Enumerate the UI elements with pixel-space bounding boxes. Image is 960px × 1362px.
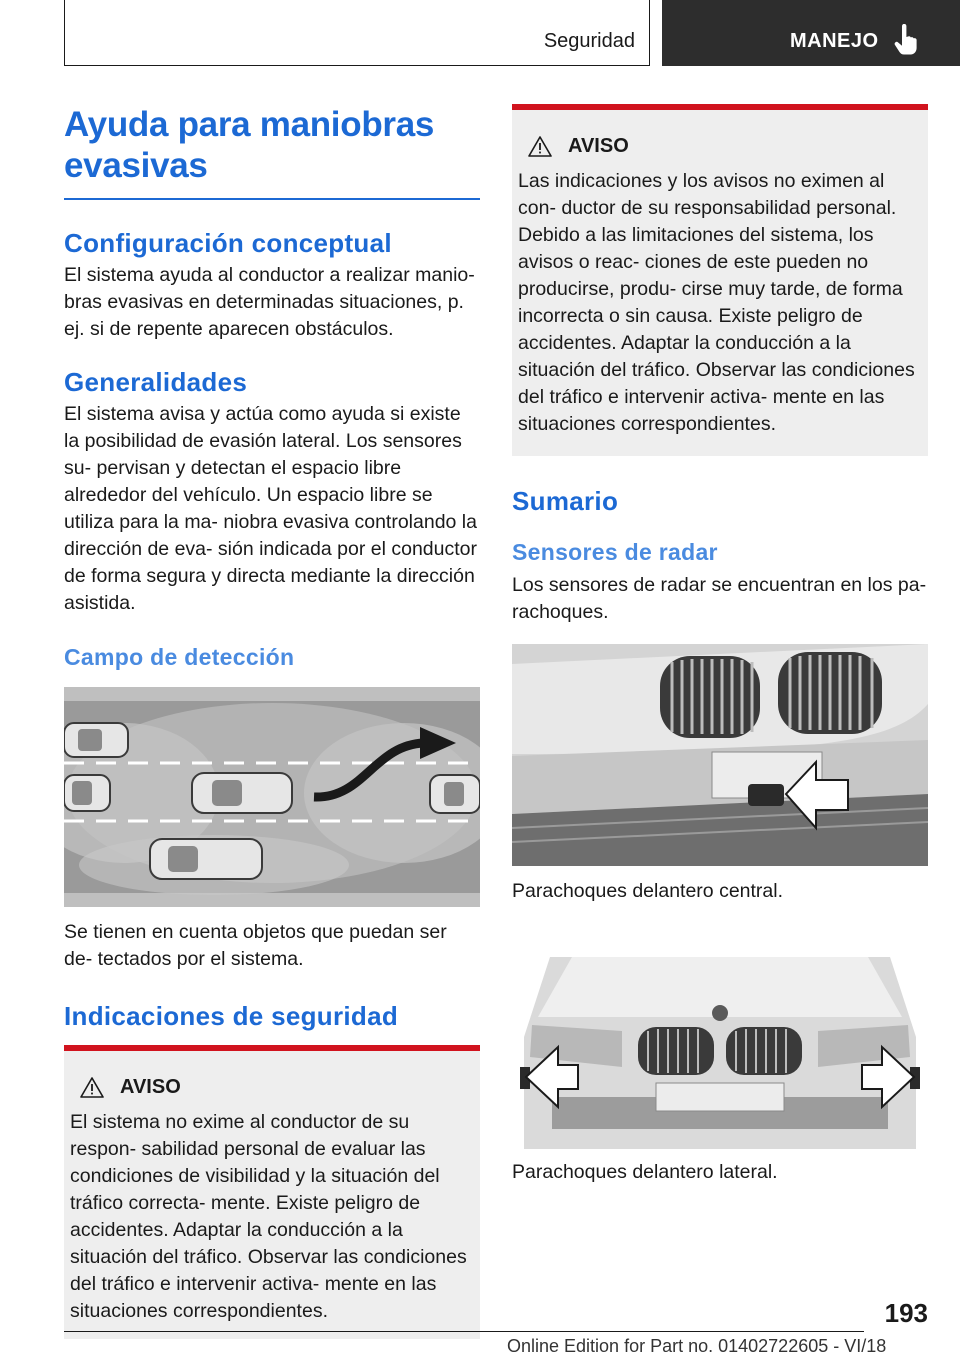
heading-detection: Campo de detección xyxy=(64,644,295,670)
warning-text: Las indicaciones y los avisos no eximen al con- ductor de su responsabilidad personal. Debido a las limitaciones del sistema, los avisos o reac- ciones de este pueden no producirse, produ- cirse muy tarde, de forma incorrecta o sin causa. Existe peligro de accidentes. Adaptar la conducción a la situación del tráfico. Observar las condiciones del tráfico e intervenir activa- mente en las situaciones correspondientes. xyxy=(518,170,915,435)
page-number: 193 xyxy=(884,1298,928,1328)
paragraph-concept: El sistema ayuda al conductor a realizar manio- bras evasivas en determinadas situaciones, p. ej. si de repente aparecen obstáculos. xyxy=(64,264,475,340)
warning-box-left xyxy=(64,1045,480,1339)
paragraph-general: El sistema avisa y actúa como ayuda si existe la posibilidad de evasión lateral. Los sensores su- pervisan y detectan el espacio libre alrededor del vehículo. Un espacio libre se utiliza para la ma- niobra evasiva controlando la dirección de eva- sión indicada por el conductor de forma segura y directa mediante la dirección asistida. xyxy=(64,403,477,614)
footer-divider xyxy=(64,1331,864,1332)
paragraph-radar: Los sensores de radar se encuentran en los pa- rachoques. xyxy=(512,574,927,623)
bumper-lateral-illustration xyxy=(512,927,928,1149)
bumper-central-figure xyxy=(512,644,928,866)
warning-title: AVISO xyxy=(568,134,629,157)
header-chapter-label: MANEJO xyxy=(790,30,879,52)
warning-box-right xyxy=(512,104,928,456)
warning-header xyxy=(512,124,928,168)
warning-triangle-icon xyxy=(528,135,552,157)
footer-edition: Online Edition for Part no. 01402722605 - VI/18 xyxy=(507,1336,887,1356)
page-title: Ayuda para maniobras evasivas xyxy=(64,105,435,185)
bumper-central-illustration xyxy=(512,644,928,866)
header-section-box xyxy=(64,0,650,66)
warning-text: El sistema no exime al conductor de su respon- sabilidad personal de evaluar las condiciones de visibilidad y la situación del tráfico correcta- mente. Existe peligro de accidentes. Adaptar la conducción a la situación del tráfico. Observar las condiciones del tráfico e intervenir activa- mente en las situaciones correspondientes. xyxy=(70,1111,467,1322)
warning-bar xyxy=(64,1045,480,1051)
warning-bar xyxy=(512,104,928,110)
heading-concept: Configuración conceptual xyxy=(64,228,392,258)
detection-field-illustration xyxy=(64,687,480,907)
hand-pointer-icon xyxy=(892,24,920,56)
caption-central: Parachoques delantero central. xyxy=(512,880,784,902)
heading-safety: Indicaciones de seguridad xyxy=(64,1001,399,1031)
warning-title: AVISO xyxy=(120,1075,181,1098)
warning-triangle-icon xyxy=(80,1076,104,1098)
title-divider xyxy=(64,198,480,200)
detection-field-figure xyxy=(64,687,480,907)
warning-header xyxy=(64,1065,480,1109)
header-section-label: Seguridad xyxy=(543,30,635,52)
right-column xyxy=(512,104,928,1186)
paragraph-detection: Se tienen en cuenta objetos que puedan ser de- tectados por el sistema. xyxy=(64,921,447,970)
heading-general: Generalidades xyxy=(64,367,248,397)
heading-radar: Sensores de radar xyxy=(512,539,718,565)
caption-lateral: Parachoques delantero lateral. xyxy=(512,1161,778,1183)
left-column xyxy=(64,104,480,1339)
bumper-lateral-figure xyxy=(512,927,928,1149)
header-chapter-tab[interactable] xyxy=(662,0,960,66)
heading-summary: Sumario xyxy=(512,486,619,516)
